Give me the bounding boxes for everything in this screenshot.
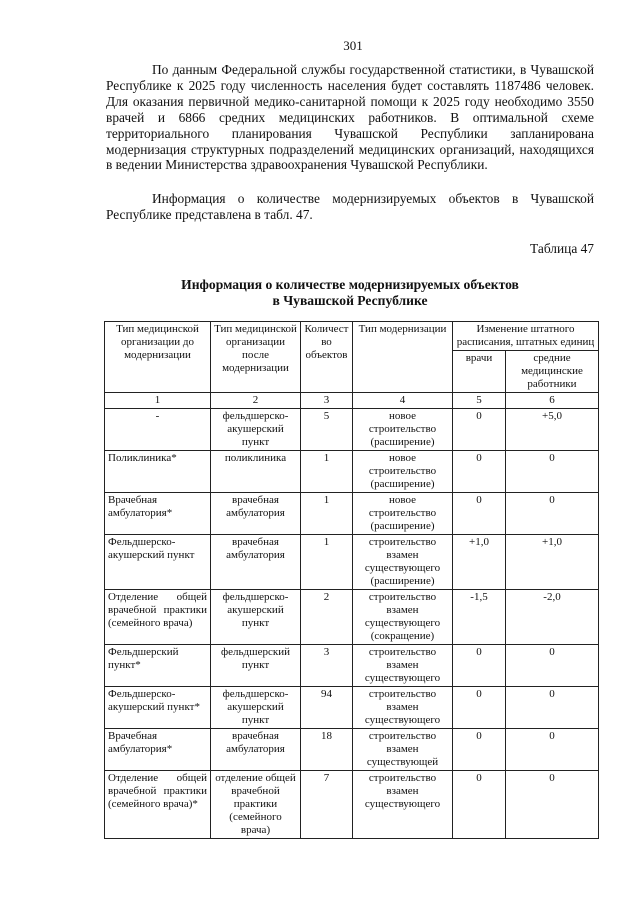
cell-doctors: 0 <box>453 771 506 839</box>
cell-nurses: +5,0 <box>506 409 599 451</box>
cell-nurses: -2,0 <box>506 590 599 645</box>
cell-modernization-type: новое строительство (расширение) <box>353 493 453 535</box>
table-title <box>106 277 594 309</box>
cell-count: 7 <box>301 771 353 839</box>
cell-doctors: 0 <box>453 451 506 493</box>
table-row <box>105 590 599 645</box>
column-number: 5 <box>453 393 506 409</box>
cell-nurses: 0 <box>506 687 599 729</box>
cell-doctors: +1,0 <box>453 535 506 590</box>
cell-modernization-type: новое строительство (расширение) <box>353 451 453 493</box>
paragraph-statistics: По данным Федеральной службы государственной статистики, в Чувашской Республике к 2025 году численность населения будет составлять 1187486 человек. Для оказания первичной медико-санитарной помощи к 2025 году необходимо 3550 врачей и 6866 средних медицинских работников. В оптимальной схеме территориального планирования Чувашской Республики запланирована модернизация структурных подразделений медицинских организаций, находящихся в ведении Министерства здравоохранения Чувашской Республики. <box>106 62 594 173</box>
cell-type-after: врачебная амбулатория <box>211 493 301 535</box>
cell-doctors: 0 <box>453 729 506 771</box>
table-row <box>105 451 599 493</box>
cell-count: 1 <box>301 535 353 590</box>
cell-modernization-type: строительство взамен существующего <box>353 645 453 687</box>
table-row <box>105 729 599 771</box>
header-staff-change: Изменение штатного расписания, штатных единиц <box>453 322 599 351</box>
cell-type-before: Фельдшерский пункт* <box>105 645 211 687</box>
table-row <box>105 493 599 535</box>
header-nurses: средние медицинские работники <box>506 351 599 393</box>
paragraph-table-reference: Информация о количестве модернизируемых объектов в Чувашской Республике представлена в табл. 47. <box>106 191 594 222</box>
table-row <box>105 687 599 729</box>
cell-count: 18 <box>301 729 353 771</box>
cell-nurses: 0 <box>506 729 599 771</box>
cell-doctors: 0 <box>453 687 506 729</box>
table-row <box>105 409 599 451</box>
header-doctors: врачи <box>453 351 506 393</box>
cell-type-after: отделение общей врачебной практики (семейного врача) <box>211 771 301 839</box>
cell-modernization-type: строительство взамен существующего (сокращение) <box>353 590 453 645</box>
cell-type-after: врачебная амбулатория <box>211 535 301 590</box>
header-modernization-type: Тип модернизации <box>353 322 453 393</box>
cell-nurses: +1,0 <box>506 535 599 590</box>
cell-type-before: - <box>105 409 211 451</box>
cell-type-after: фельдшерско-акушерский пункт <box>211 687 301 729</box>
cell-type-before: Фельдшерско-акушерский пункт* <box>105 687 211 729</box>
cell-nurses: 0 <box>506 451 599 493</box>
cell-count: 5 <box>301 409 353 451</box>
cell-modernization-type: строительство взамен существующего <box>353 687 453 729</box>
cell-type-before: Отделение общей врачебной практики (семейного врача)* <box>105 771 211 839</box>
table-title-line-2: в Чувашской Республике <box>272 293 428 308</box>
table-row <box>105 535 599 590</box>
column-number: 2 <box>211 393 301 409</box>
cell-type-before: Врачебная амбулатория* <box>105 493 211 535</box>
cell-count: 2 <box>301 590 353 645</box>
cell-type-after: фельдшерский пункт <box>211 645 301 687</box>
column-number: 1 <box>105 393 211 409</box>
cell-nurses: 0 <box>506 645 599 687</box>
cell-modernization-type: строительство взамен существующего <box>353 771 453 839</box>
column-number: 6 <box>506 393 599 409</box>
cell-doctors: 0 <box>453 645 506 687</box>
cell-doctors: 0 <box>453 409 506 451</box>
cell-doctors: -1,5 <box>453 590 506 645</box>
cell-count: 1 <box>301 451 353 493</box>
page-number: 301 <box>343 38 363 53</box>
cell-modernization-type: строительство взамен существующей <box>353 729 453 771</box>
column-number: 3 <box>301 393 353 409</box>
cell-modernization-type: новое строительство (расширение) <box>353 409 453 451</box>
cell-nurses: 0 <box>506 771 599 839</box>
cell-type-after: поликлиника <box>211 451 301 493</box>
modernization-table <box>104 321 599 839</box>
table-number: Таблица 47 <box>530 241 594 256</box>
column-number: 4 <box>353 393 453 409</box>
cell-doctors: 0 <box>453 493 506 535</box>
table-title-line-1: Информация о количестве модернизируемых объектов <box>181 277 519 292</box>
header-count: Количество объектов <box>301 322 353 393</box>
cell-type-before: Отделение общей врачебной практики (семейного врача) <box>105 590 211 645</box>
table-row <box>105 645 599 687</box>
cell-type-after: фельдшерско-акушерский пункт <box>211 590 301 645</box>
header-type-after: Тип медицинской организации после модернизации <box>211 322 301 393</box>
cell-count: 94 <box>301 687 353 729</box>
header-type-before: Тип медицинской организации до модернизации <box>105 322 211 393</box>
cell-type-before: Поликлиника* <box>105 451 211 493</box>
cell-count: 1 <box>301 493 353 535</box>
cell-nurses: 0 <box>506 493 599 535</box>
cell-type-before: Фельдшерско-акушерский пункт <box>105 535 211 590</box>
cell-type-before: Врачебная амбулатория* <box>105 729 211 771</box>
cell-count: 3 <box>301 645 353 687</box>
table-row <box>105 771 599 839</box>
cell-type-after: фельдшерско-акушерский пункт <box>211 409 301 451</box>
cell-modernization-type: строительство взамен существующего (расширение) <box>353 535 453 590</box>
cell-type-after: врачебная амбулатория <box>211 729 301 771</box>
